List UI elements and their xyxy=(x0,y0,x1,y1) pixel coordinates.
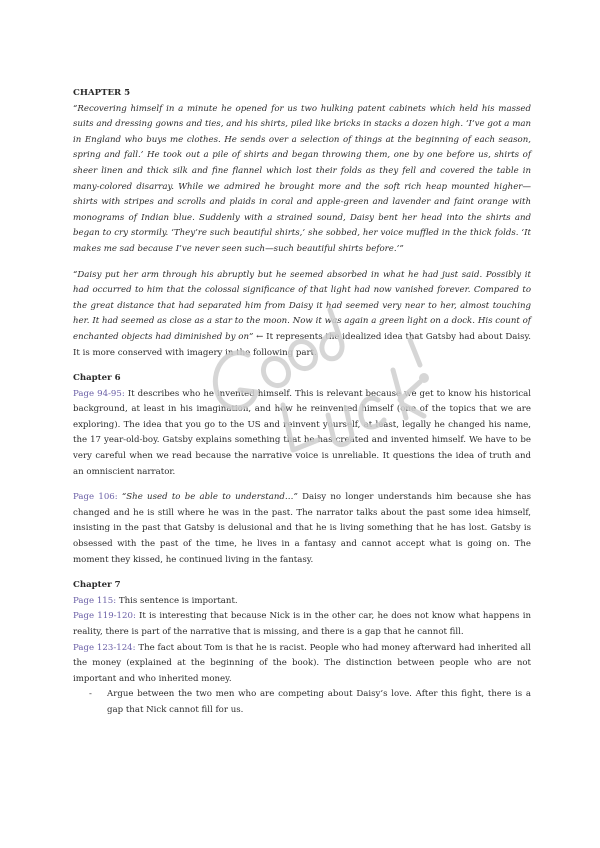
page-ref-106: Page 106: xyxy=(73,492,118,503)
chapter-7-note-3 xyxy=(73,641,531,688)
document-page xyxy=(73,86,531,719)
chapter-5-quote-green-light: “Daisy put her arm through his abruptly but he seemed absorbed in what he had just said. Possibly it had occurred to him that the colossal significance of that light had now vanished forever. Compared to the great distance that had separated him from Daisy it had seemed very near to her, almost touching her. It had seemed as close as a star to the moon. Now it was again a green light on a dock. His count of enchanted objects had diminished by on” xyxy=(73,269,531,342)
chapter-6-heading: Chapter 6 xyxy=(73,373,121,384)
chapter-5-quote-green-light-paragraph xyxy=(73,268,531,362)
bullet-dash: - xyxy=(89,689,92,700)
chapter-7-note-2 xyxy=(73,609,531,640)
page-ref-123-124: Page 123-124: xyxy=(73,642,136,653)
chapter-6-note-2 xyxy=(73,490,531,568)
bullet-text: Argue between the two men who are competing about Daisy’s love. After this fight, there is a gap that Nick cannot fill for us. xyxy=(107,689,531,715)
chapter-5-comment: ← It represents the idealized idea that Gatsby had about Daisy. It is more conserved with imagery in the following part. xyxy=(73,331,531,358)
chapter-5-heading: CHAPTER 5 xyxy=(73,88,131,98)
page-ref-119-120: Page 119-120: xyxy=(73,611,136,622)
note-text: The fact about Tom is that he is racist. People who had money afterward had inherited all the money (explained at the beginning of the book). The distinction between people who are not important and who inherited money. xyxy=(73,642,531,684)
note-text: It describes who he invented himself. This is relevant because we get to know his historical background, at least in his imagination, and how he reinvented himself (one of the topics that we are exploring). The idea that you go to the US and reinvent yourself, at least, legally he changed his name, the 17 year-old-boy. Gatsby explains something that he has created and invented himself. We have to be very careful when we read because the narrative voice is unreliable. It questions the idea of truth and an omniscient narrator. xyxy=(73,388,531,477)
chapter-6-note-1 xyxy=(73,387,531,481)
quote-understand: “She used to be able to understand…” xyxy=(121,492,298,503)
note-text: This sentence is important. xyxy=(116,595,238,606)
note-text: Daisy no longer understands him because she has changed and he is still where he was in the past. The narrator talks about the past some idea himself, insisting in the past that Gatsby is delusional and that he is living something that he has lost. Gatsby is obsessed with the past of the time, he lives in a fantasy and cannot accept what is going on. The moment they kissed, he continued living in the fantasy. xyxy=(73,492,531,565)
page-ref-115: Page 115: xyxy=(73,595,117,606)
list-item xyxy=(89,687,531,718)
chapter-7-note-1 xyxy=(73,594,531,610)
chapter-5-quote-shirts: “Recovering himself in a minute he opened for us two hulking patent cabinets which held his massed suits and dressing gowns and ties, and his shirts, piled like bricks in stacks a dozen high. ‘I’ve got a man in England who buys me clothes. He sends over a selection of things at the beginning of each season, spring and fall.’ He took out a pile of shirts and began throwing them, one by one before us, shirts of sheer linen and thick silk and fine flannel which lost their folds as they fell and covered the table in many-colored disarray. While we admired he brought more and the soft rich heap mounted higher—shirts with stripes and scrolls and plaids in coral and apple-green and lavender and faint orange with monograms of Indian blue. Suddenly with a strained sound, Daisy bent her head into the shirts and began to cry stormily. ‘They’re such beautiful shirts,’ she sobbed, her voice muffled in the thick folds. ‘It makes me sad because I’ve never seen such—such beautiful shirts before.’” xyxy=(73,103,531,254)
note-text: It is interesting that because Nick is in the other car, he does not know what happens in reality, there is part of the narrative that is missing, and there is a gap that he cannot fill. xyxy=(73,611,532,637)
chapter-7-heading: Chapter 7 xyxy=(73,580,121,591)
page-ref-94-95: Page 94-95: xyxy=(73,388,125,399)
